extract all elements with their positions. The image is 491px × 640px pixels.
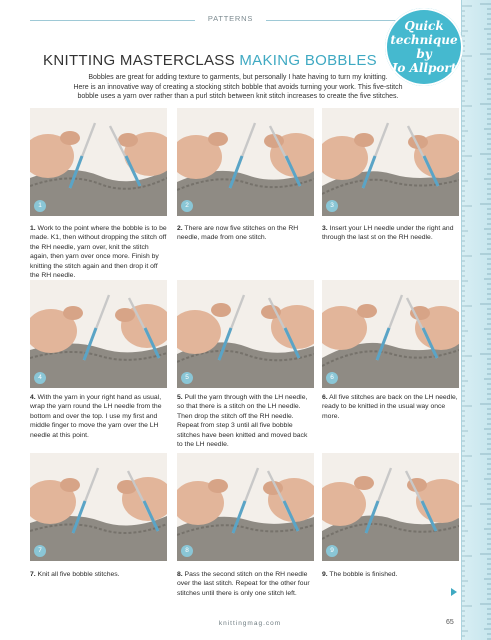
step-photo-1 bbox=[30, 108, 167, 216]
step-caption-text: Pass the second stitch on the RH needle over the last stitch. Repeat for the other four stitches until there is only one stitch left. bbox=[177, 571, 310, 597]
step-caption-number: 6. bbox=[322, 394, 328, 401]
step-caption-1 bbox=[30, 224, 167, 280]
step-caption-text: The bobble is finished. bbox=[327, 571, 398, 578]
step-caption-9 bbox=[322, 570, 459, 579]
title-part-2: MAKING BOBBLES bbox=[239, 52, 377, 69]
step-caption-text: There are now five stitches on the RH needle, made from one stitch. bbox=[177, 225, 299, 242]
step-number-badge: 7 bbox=[34, 545, 46, 557]
ruler-strip bbox=[461, 0, 491, 640]
step-caption-number: 9. bbox=[322, 571, 328, 578]
section-label: PATTERNS bbox=[207, 14, 254, 23]
step-photo-2 bbox=[177, 108, 314, 216]
step-number-badge: 8 bbox=[181, 545, 193, 557]
step-caption-4 bbox=[30, 393, 167, 440]
step-number-badge: 2 bbox=[181, 200, 193, 212]
step-caption-2 bbox=[177, 224, 314, 243]
badge-line-3: Jo Allport bbox=[391, 61, 457, 75]
step-caption-number: 4. bbox=[30, 394, 36, 401]
step-caption-number: 3. bbox=[322, 225, 328, 232]
step-caption-text: With the yarn in your right hand as usual, wrap the yarn round the LH needle from the bottom and over the top. I use my first and middle finger to move the yarn over the LH needle at this point. bbox=[30, 394, 162, 439]
step-number-badge: 9 bbox=[326, 545, 338, 557]
step-number-badge: 4 bbox=[34, 372, 46, 384]
intro-paragraph bbox=[38, 73, 438, 102]
step-caption-number: 5. bbox=[177, 394, 183, 401]
step-number-badge: 3 bbox=[326, 200, 338, 212]
title-part-1: KNITTING MASTERCLASS bbox=[43, 52, 235, 69]
page-number: 65 bbox=[446, 619, 454, 626]
step-caption-number: 2. bbox=[177, 225, 183, 232]
step-caption-text: Insert your LH needle under the right and through the last st on the RH needle. bbox=[322, 225, 454, 242]
step-caption-text: Pull the yarn through with the LH needle, so that there is a stitch on the LH needle. Then drop the stitch off the RH needle. Repeat from step 3 until all five bobble stitches have been knitted and moved back to the LH needle. bbox=[177, 394, 308, 449]
intro-line-3: bobble uses a yarn over rather than a purl stitch between knit stitch increases to create the five stitches. bbox=[77, 93, 399, 101]
step-photo-3 bbox=[322, 108, 459, 216]
step-number-badge: 5 bbox=[181, 372, 193, 384]
step-photo-6 bbox=[322, 280, 459, 388]
step-caption-7 bbox=[30, 570, 167, 579]
section-tag bbox=[30, 14, 430, 28]
step-number-badge: 6 bbox=[326, 372, 338, 384]
badge-line-1: Quick bbox=[404, 19, 444, 33]
step-caption-3 bbox=[322, 224, 459, 243]
step-caption-5 bbox=[177, 393, 314, 449]
step-caption-6 bbox=[322, 393, 459, 421]
step-caption-8 bbox=[177, 570, 314, 598]
step-caption-number: 1. bbox=[30, 225, 36, 232]
page-title bbox=[30, 52, 390, 69]
badge-line-2: technique by bbox=[390, 33, 458, 61]
step-photo-7 bbox=[30, 453, 167, 561]
footer-site: knittingmag.com bbox=[218, 620, 282, 627]
step-caption-text: Knit all five bobble stitches. bbox=[35, 571, 120, 578]
intro-line-1: Bobbles are great for adding texture to garments, but personally I hate having to turn my knitting. bbox=[88, 74, 388, 81]
section-line-left bbox=[30, 20, 195, 21]
step-number-badge: 1 bbox=[34, 200, 46, 212]
step-caption-number: 7. bbox=[30, 571, 36, 578]
step-caption-text: All five stitches are back on the LH needle, ready to be knitted in the usual way once more. bbox=[322, 394, 458, 420]
step-photo-8 bbox=[177, 453, 314, 561]
intro-line-2: Here is an innovative way of creating a stocking stitch bobble that avoids turning your work. This five-stitch bbox=[73, 83, 403, 91]
step-photo-5 bbox=[177, 280, 314, 388]
step-caption-text: Work to the point where the bobble is to be made. K1, then without dropping the stitch off the RH needle, yarn over, knit the stitch again, then yarn over once more. Finish by knitting the stitch again and then drop it off the RH needle. bbox=[30, 225, 167, 280]
step-photo-9 bbox=[322, 453, 459, 561]
step-caption-number: 8. bbox=[177, 571, 183, 578]
continue-arrow-icon bbox=[451, 588, 457, 596]
step-photo-4 bbox=[30, 280, 167, 388]
